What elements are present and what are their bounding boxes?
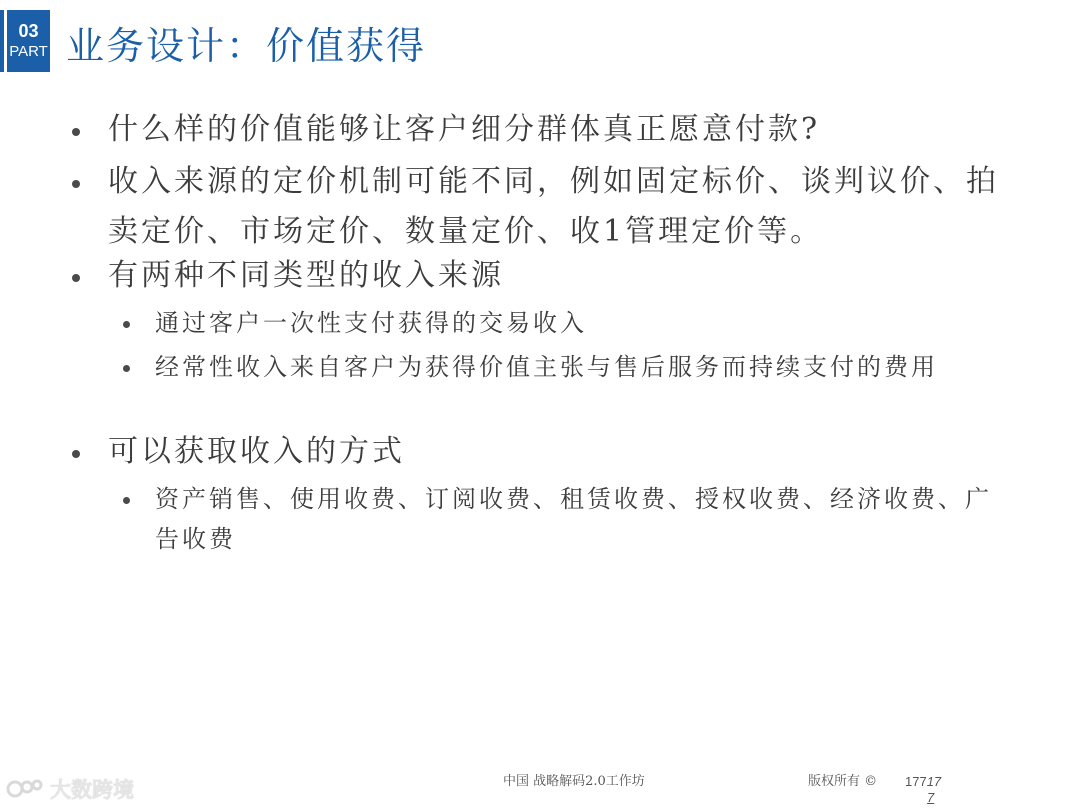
- bullet-level2: 经常性收入来自客户为获得价值主张与售后服务而持续支付的费用: [155, 347, 1005, 387]
- watermark-logo-icon: [6, 777, 46, 801]
- bullet-level1: 收入来源的定价机制可能不同，例如固定标价、谈判议价、拍卖定价、市场定价、数量定价、收1管理定价等。: [108, 157, 1018, 257]
- watermark: [6, 776, 134, 802]
- footer-center-text: 中国 战略解码2.0工作坊: [503, 774, 645, 789]
- page-number-second-line: 7: [927, 790, 935, 805]
- part-label: PART: [9, 43, 48, 60]
- bullet-level1: 可以获取收入的方式: [108, 427, 1018, 477]
- slide-title: 业务设计：价值获得: [66, 24, 427, 68]
- page-number-prefix: 177: [905, 774, 927, 789]
- bullet-level2: 资产销售、使用收费、订阅收费、租赁收费、授权收费、经济收费、广告收费: [155, 479, 1005, 559]
- bullet-level1: 有两种不同类型的收入来源: [108, 251, 1018, 301]
- footer-copyright: 版权所有 ©: [808, 774, 878, 789]
- bullet-level1: 什么样的价值能够让客户细分群体真正愿意付款?: [108, 105, 1018, 155]
- page-number: [905, 774, 941, 806]
- watermark-text: 大数跨境: [50, 778, 134, 802]
- part-number: 03: [18, 21, 39, 41]
- page-number-italic: 17: [926, 774, 942, 789]
- bullet-level2: 通过客户一次性支付获得的交易收入: [155, 303, 1005, 343]
